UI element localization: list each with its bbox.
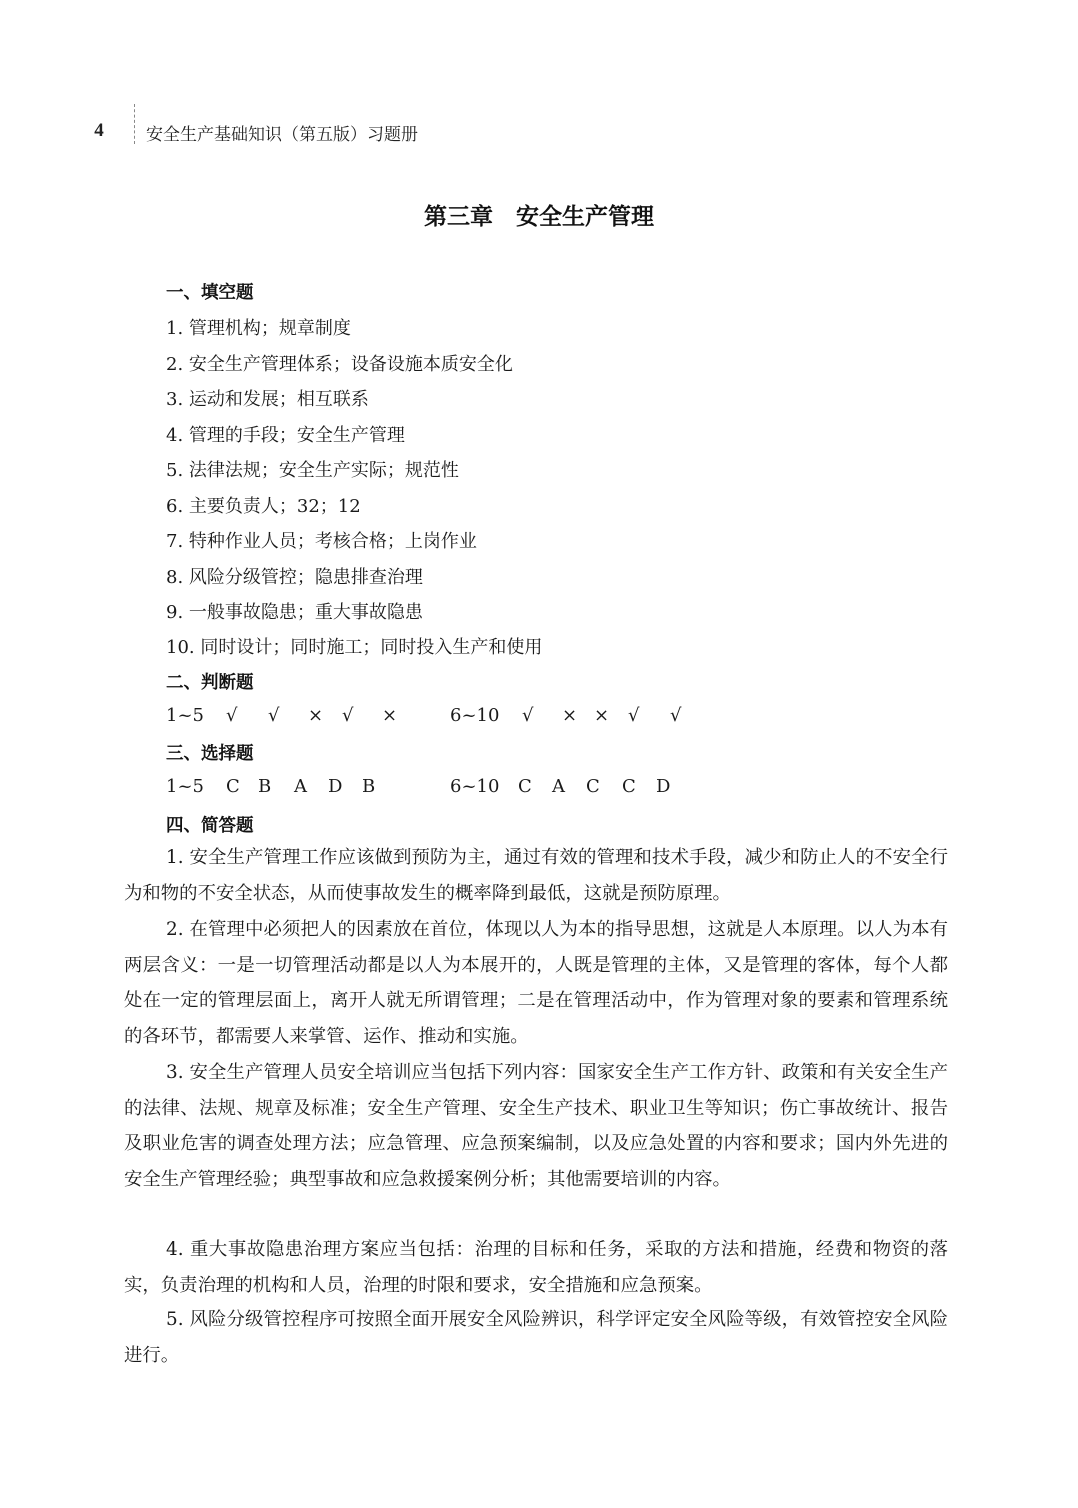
answer-item: 9. 一般事故隐患；重大事故隐患	[166, 602, 423, 623]
short-answer-paragraph: 2. 在管理中必须把人的因素放在首位，体现以人为本的指导思想，这就是人本原理。以人为本有两层含义：一是一切管理活动都是以人为本展开的，人既是管理的主体，又是管理的客体，每个人都处在一定的管理层面上，离开人就无所谓管理；二是在管理活动中，作为管理对象的要素和管理系统的各环节，都需要人来掌管、运作、推动和实施。	[124, 919, 948, 1047]
mark: √	[268, 705, 280, 726]
choice: C	[622, 776, 636, 797]
choice: B	[362, 776, 376, 797]
answer-item: 1. 管理机构；规章制度	[166, 318, 351, 339]
answer-item: 5. 法律法规；安全生产实际；规范性	[166, 460, 459, 481]
choice: C	[518, 776, 532, 797]
mark: ×	[308, 705, 324, 726]
running-header	[84, 104, 984, 144]
chapter-title: 第三章 安全生产管理	[424, 204, 654, 230]
range-label: 1~5	[166, 705, 204, 726]
answer-item: 3. 运动和发展；相互联系	[166, 389, 369, 410]
section-heading-short-answer: 四、简答题	[166, 816, 254, 836]
page-number: 4	[94, 120, 104, 141]
answer-item: 6. 主要负责人；32；12	[166, 496, 361, 517]
mark: √	[628, 705, 640, 726]
answer-item: 4. 管理的手段；安全生产管理	[166, 425, 405, 446]
range-label: 6~10	[450, 776, 500, 797]
short-answer-paragraph: 1. 安全生产管理工作应该做到预防为主，通过有效的管理和技术手段，减少和防止人的不安全行为和物的不安全状态，从而使事故发生的概率降到最低，这就是预防原理。	[124, 847, 948, 904]
short-answer-paragraph: 5. 风险分级管控程序可按照全面开展安全风险辨识，科学评定安全风险等级，有效管控安全风险进行。	[124, 1309, 948, 1366]
answer-item: 2. 安全生产管理体系；设备设施本质安全化	[166, 354, 513, 375]
mark: √	[670, 705, 682, 726]
answer-item: 10. 同时设计；同时施工；同时投入生产和使用	[166, 637, 543, 658]
choice: A	[552, 776, 565, 797]
true-false-answers	[166, 705, 726, 729]
section-heading-true-false: 二、判断题	[166, 673, 254, 693]
choice: D	[656, 776, 671, 797]
mark: √	[226, 705, 238, 726]
short-answer-paragraph: 4. 重大事故隐患治理方案应当包括：治理的目标和任务，采取的方法和措施，经费和物资的落实，负责治理的机构和人员，治理的时限和要求，安全措施和应急预案。	[124, 1239, 948, 1296]
range-label: 1~5	[166, 776, 204, 797]
section-heading-choice: 三、选择题	[166, 744, 254, 764]
mark: ×	[562, 705, 578, 726]
section-heading-fill-blank: 一、填空题	[166, 283, 254, 303]
answer-item: 8. 风险分级管控；隐患排查治理	[166, 567, 423, 588]
choice-answers	[166, 776, 726, 800]
choice: C	[226, 776, 240, 797]
mark: √	[342, 705, 354, 726]
answer-item: 7. 特种作业人员；考核合格；上岗作业	[166, 531, 477, 552]
header-divider	[134, 104, 135, 144]
choice: A	[294, 776, 307, 797]
short-answer-paragraph: 3. 安全生产管理人员安全培训应当包括下列内容：国家安全生产工作方针、政策和有关安全生产的法律、法规、规章及标准；安全生产管理、安全生产技术、职业卫生等知识；伤亡事故统计、报告及职业危害的调查处理方法；应急管理、应急预案编制，以及应急处置的内容和要求；国内外先进的安全生产管理经验；典型事故和应急救援案例分析；其他需要培训的内容。	[124, 1062, 948, 1190]
range-label: 6~10	[450, 705, 500, 726]
mark: ×	[594, 705, 610, 726]
choice: D	[328, 776, 343, 797]
choice: B	[258, 776, 272, 797]
book-title: 安全生产基础知识（第五版）习题册	[146, 125, 418, 145]
choice: C	[586, 776, 600, 797]
mark: √	[522, 705, 534, 726]
mark: ×	[382, 705, 398, 726]
